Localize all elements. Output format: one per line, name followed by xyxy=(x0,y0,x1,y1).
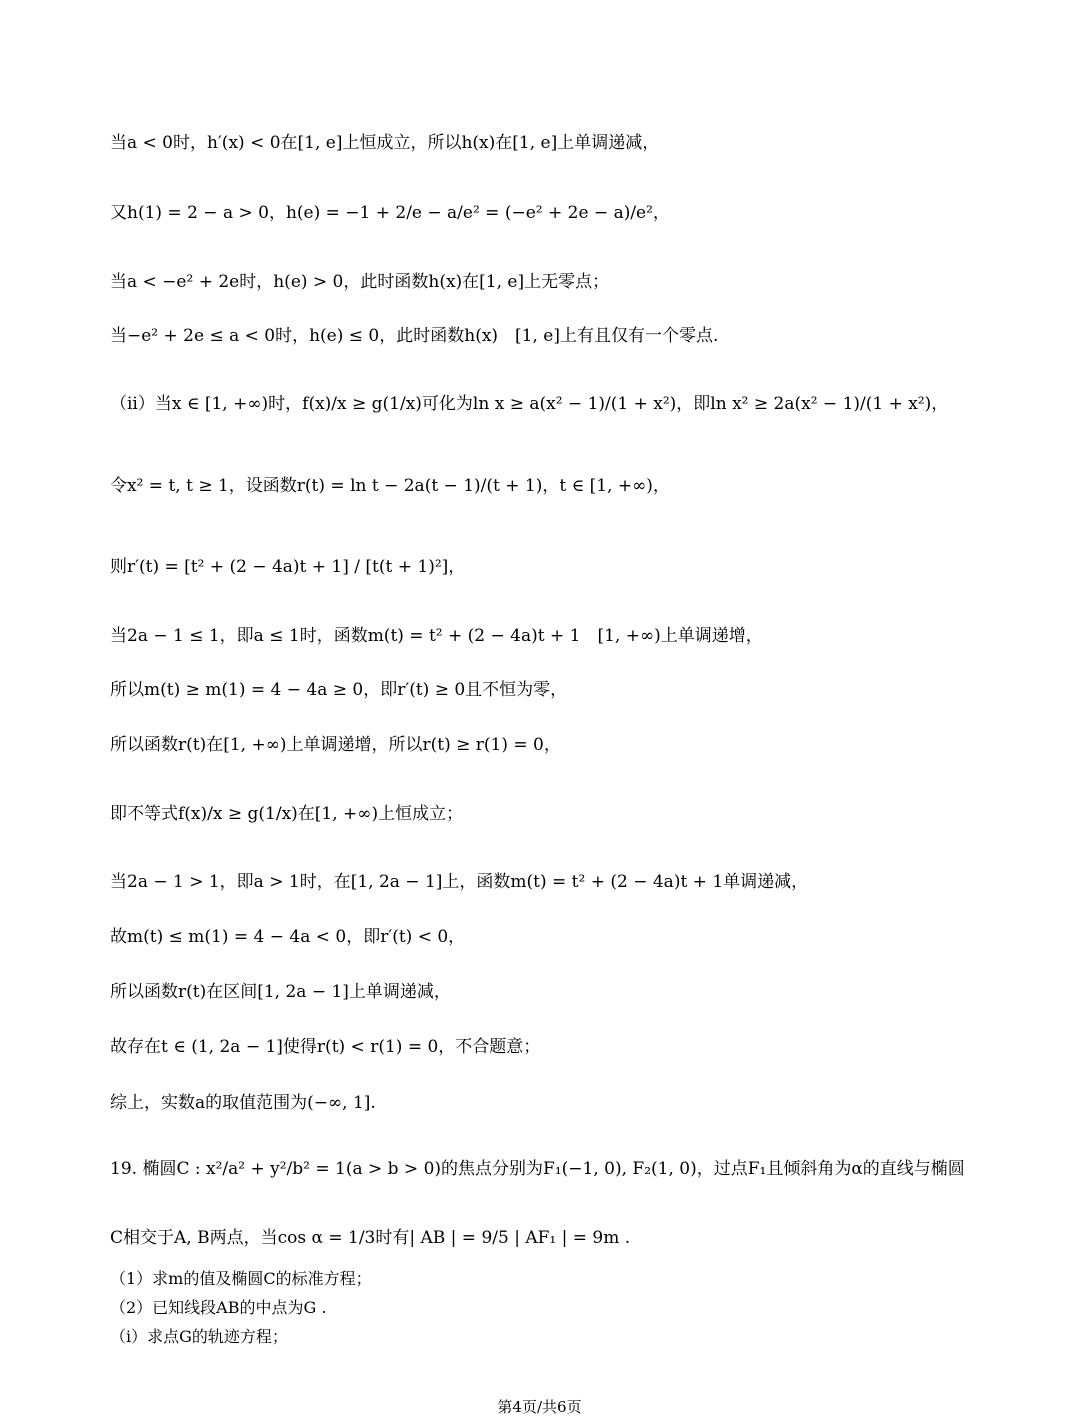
line-text: （1）求m的值及椭圆C的标准方程； xyxy=(110,1269,372,1288)
line-text: 故m(t) ≤ m(1) = 4 − 4a < 0，即r′(t) < 0， xyxy=(110,927,466,947)
line-text: 故存在t ∈ (1, 2a − 1]使得r(t) < r(1) = 0，不合题意； xyxy=(110,1037,541,1057)
line-text: 所以m(t) ≥ m(1) = 4 − 4a ≥ 0，即r′(t) ≥ 0且不恒为零， xyxy=(110,680,568,700)
line-text: 即不等式f(x)/x ≥ g(1/x)在[1, +∞)上恒成立； xyxy=(110,804,464,824)
line-text: 所以函数r(t)在区间[1, 2a − 1]上单调递减， xyxy=(110,982,451,1002)
line-text: 当2a − 1 > 1，即a > 1时，在[1, 2a − 1]上，函数m(t) = t² + (2 − 4a)t + 1单调递减， xyxy=(110,872,809,892)
line-text: C相交于A, B两点，当cos α = 1/3时有| AB | = 9/5 | AF₁ | = 9m . xyxy=(110,1228,631,1248)
line-text: 当−e² + 2e ≤ a < 0时，h(e) ≤ 0，此时函数h(x) [1, e]上有且仅有一个零点. xyxy=(110,326,719,346)
line-text: 19. 椭圆C : x²/a² + y²/b² = 1(a > b > 0)的焦点分别为F₁(−1, 0), F₂(1, 0)，过点F₁且倾斜角为α的直线与椭圆 xyxy=(110,1159,965,1179)
line-text: 则r′(t) = [t² + (2 − 4a)t + 1] / [t(t + 1)²]， xyxy=(110,557,466,577)
line-text: 所以函数r(t)在[1, +∞)上单调递增，所以r(t) ≥ r(1) = 0， xyxy=(110,735,561,755)
line-text: 又h(1) = 2 − a > 0，h(e) = −1 + 2/e − a/e² = (−e² + 2e − a)/e²， xyxy=(110,203,670,223)
page-footer: 第4页/共6页 xyxy=(497,1398,582,1416)
line-text: （ii）当x ∈ [1, +∞)时，f(x)/x ≥ g(1/x)可化为ln x ≥ a(x² − 1)/(1 + x²)，即ln x² ≥ 2a(x² − 1)/(1 + x²)， xyxy=(110,394,949,414)
line-text: 当a < −e² + 2e时，h(e) > 0，此时函数h(x)在[1, e]上无零点； xyxy=(110,272,610,292)
line-text: 综上，实数a的取值范围为(−∞, 1]. xyxy=(110,1093,376,1113)
line-text: 令x² = t, t ≥ 1，设函数r(t) = ln t − 2a(t − 1)/(t + 1)，t ∈ [1, +∞)， xyxy=(110,476,670,496)
line-text: 当2a − 1 ≤ 1，即a ≤ 1时，函数m(t) = t² + (2 − 4a)t + 1 [1, +∞)上单调递增， xyxy=(110,626,763,646)
line-text: （2）已知线段AB的中点为G . xyxy=(110,1298,327,1317)
line-text: 当a < 0时，h′(x) < 0在[1, e]上恒成立，所以h(x)在[1, e]上单调递减， xyxy=(110,133,660,153)
line-text: （i）求点G的轨迹方程； xyxy=(110,1327,288,1346)
